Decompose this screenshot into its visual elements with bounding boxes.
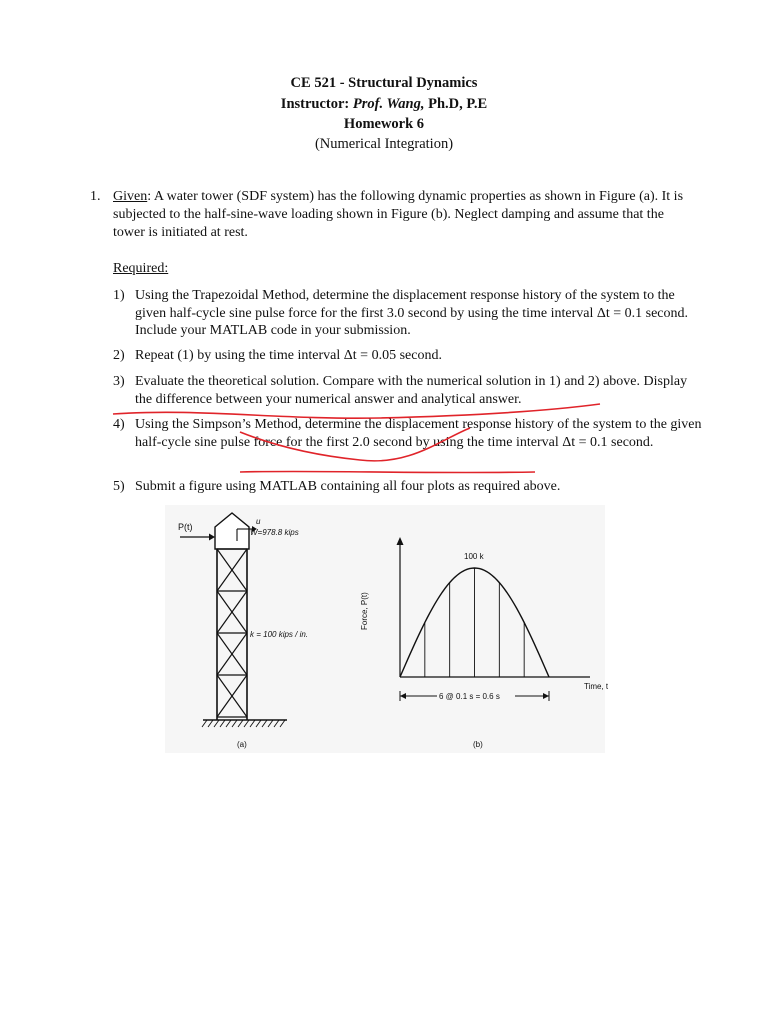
item-text: Evaluate the theoretical solution. Compare with the numerical solution in 1) and 2) above. Display the difference between your numerical answer and analytical answer. [135, 374, 688, 407]
item-text: Using the Simpson’s Method, determine the displacement response history of the system to the given half-cycle sine pulse force for the first 2.0 second by using the time interval Δt = 0.1 second. [135, 417, 702, 450]
item-text: Submit a figure using MATLAB containing all four plots as required above. [135, 479, 561, 494]
stiffness-label: k = 100 kips / in. [250, 630, 309, 639]
interval-label: 6 @ 0.1 s = 0.6 s [439, 692, 500, 701]
displacement-label: u [256, 517, 261, 526]
item-number: 4) [113, 417, 125, 432]
instructor-label: Instructor: [280, 96, 353, 112]
x-axis-label: Time, t [584, 682, 609, 691]
instructor-name: Prof. Wang, [352, 96, 425, 112]
course-title: CE 521 - Structural Dynamics [290, 75, 478, 91]
force-label: P(t) [178, 522, 193, 532]
problem-number: 1. [90, 189, 101, 204]
item-number: 2) [113, 348, 125, 363]
problem-given [113, 188, 698, 242]
given-text: : A water tower (SDF system) has the following dynamic properties as shown in Figure (a). It is subjected to the half-sine-wave loading shown in Figure (b). Neglect damping and assume that the tower is initiated at rest. [113, 189, 684, 240]
weight-label: W=978.8 kips [250, 528, 299, 537]
item-number: 1) [113, 288, 125, 303]
item-number: 5) [113, 479, 125, 494]
item-text: Using the Trapezoidal Method, determine the displacement response history of the system to the given half-cycle sine pulse force for the first 3.0 second by using the time interval Δt = 0.1 second. Include your MATLAB code in your submission. [135, 288, 689, 338]
homework-title: Homework 6 [343, 116, 425, 132]
peak-label: 100 k [464, 552, 484, 561]
dimension-arrow-left [400, 693, 406, 699]
figure-b-caption: (b) [473, 740, 483, 749]
homework-subtitle: (Numerical Integration) [314, 136, 454, 152]
half-sine-chart [365, 505, 605, 753]
instructor-credentials: Ph.D, P.E [424, 96, 488, 112]
given-label: Given [113, 189, 148, 204]
instructor-line [0, 94, 768, 114]
y-axis-label: Force, P(t) [360, 592, 369, 630]
item-text: Repeat (1) by using the time interval Δt = 0.05 second. [135, 348, 442, 363]
water-tower-figure [165, 505, 365, 753]
dimension-arrow-right [543, 693, 549, 699]
item-number: 3) [113, 374, 125, 389]
figure-a-caption: (a) [237, 740, 247, 749]
y-axis-arrow [397, 537, 404, 545]
required-label: Required: [113, 261, 169, 276]
